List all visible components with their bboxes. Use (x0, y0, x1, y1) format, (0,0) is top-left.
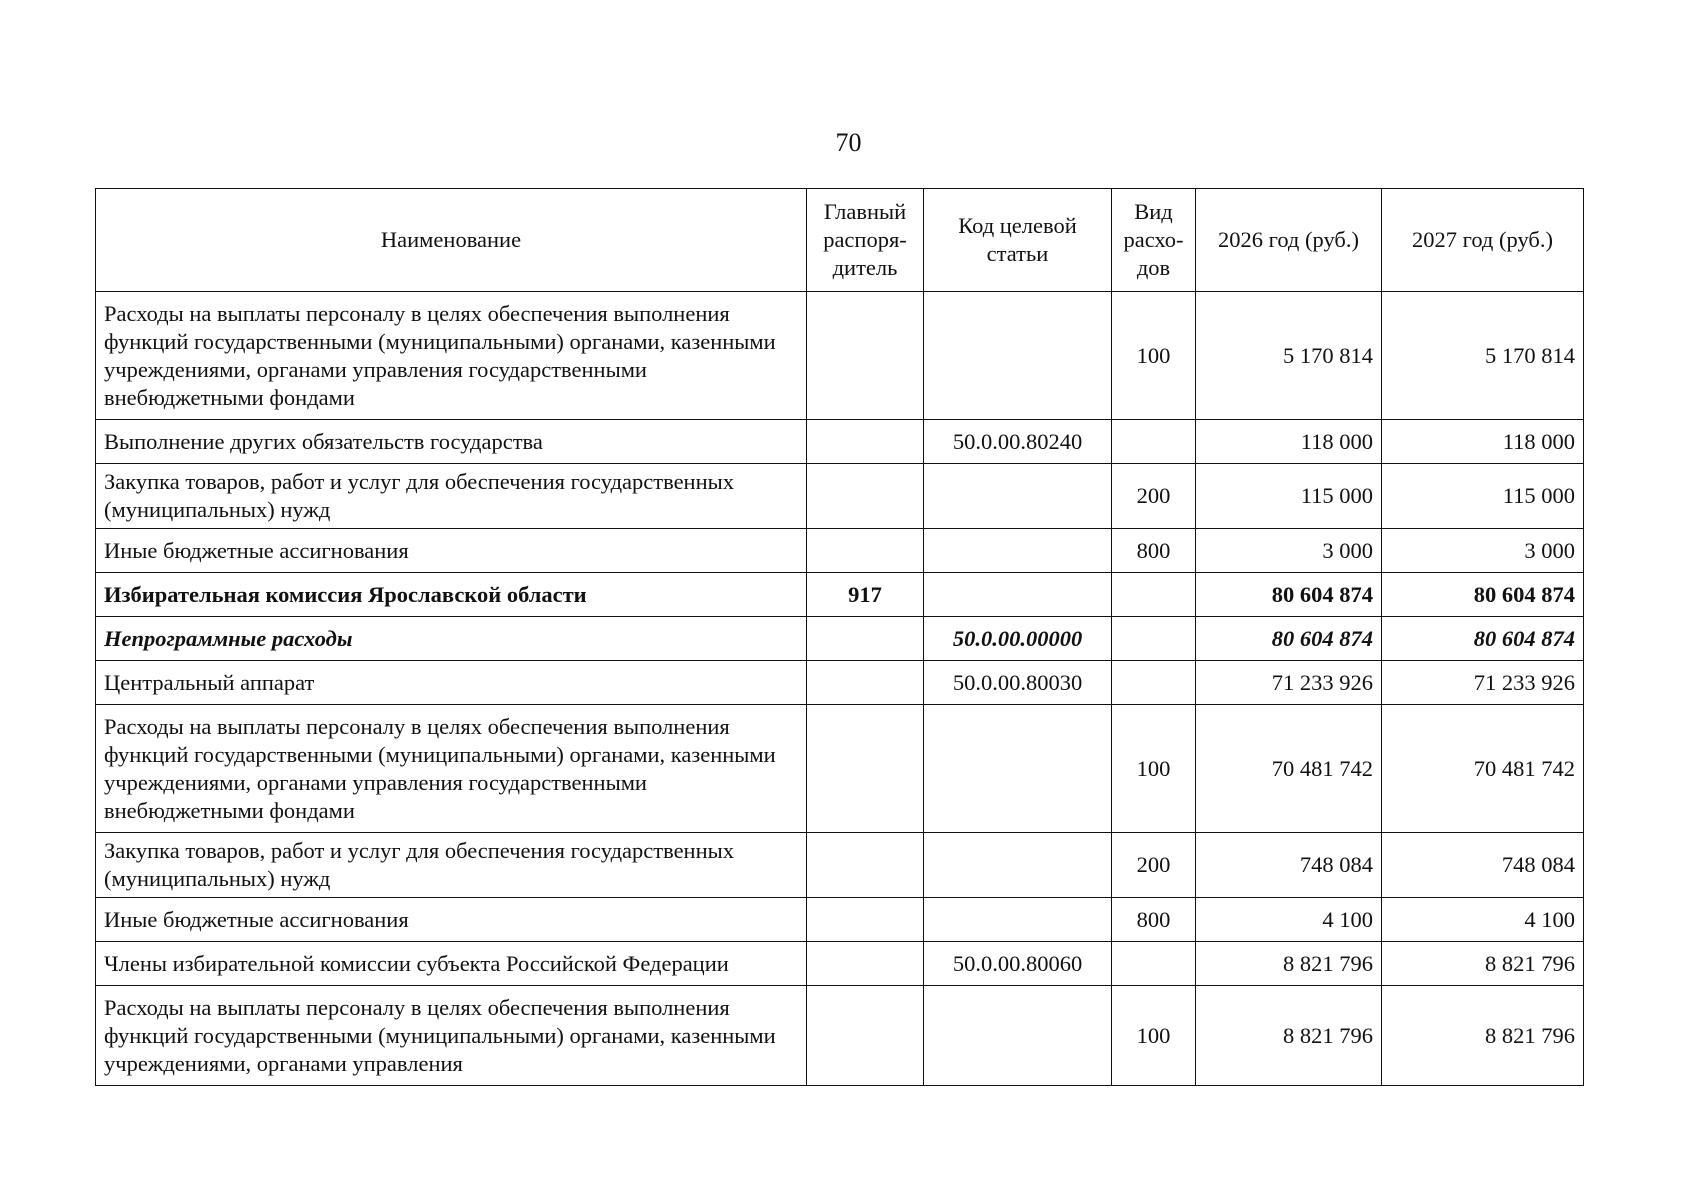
cell-2027: 5 170 814 (1382, 292, 1584, 420)
cell-payer (807, 986, 924, 1086)
table-row (96, 986, 1584, 1086)
cell-2026: 71 233 926 (1196, 661, 1382, 705)
table-row (96, 617, 1584, 661)
cell-type: 800 (1112, 898, 1196, 942)
cell-name: Расходы на выплаты персоналу в целях обеспечения выполнения функций государственными (муниципальными) органами, казенными учреждениями, органами управления государственными внебюджетными фондами (96, 705, 807, 833)
cell-code: 50.0.00.80060 (924, 942, 1112, 986)
cell-2026: 748 084 (1196, 833, 1382, 898)
cell-2026: 8 821 796 (1196, 942, 1382, 986)
cell-payer (807, 898, 924, 942)
cell-2027: 70 481 742 (1382, 705, 1584, 833)
cell-2026: 80 604 874 (1196, 573, 1382, 617)
cell-type: 100 (1112, 292, 1196, 420)
header-2027: 2027 год (руб.) (1382, 189, 1584, 292)
cell-code (924, 986, 1112, 1086)
cell-2026: 3 000 (1196, 529, 1382, 573)
cell-2026: 70 481 742 (1196, 705, 1382, 833)
cell-type: 100 (1112, 705, 1196, 833)
table-header-row (96, 189, 1584, 292)
cell-name: Закупка товаров, работ и услуг для обеспечения государственных (муниципальных) нужд (96, 464, 807, 529)
cell-name: Выполнение других обязательств государства (96, 420, 807, 464)
cell-2027: 80 604 874 (1382, 573, 1584, 617)
table-row (96, 464, 1584, 529)
cell-payer (807, 617, 924, 661)
cell-2027: 80 604 874 (1382, 617, 1584, 661)
cell-type: 800 (1112, 529, 1196, 573)
cell-payer (807, 833, 924, 898)
cell-code (924, 705, 1112, 833)
cell-payer (807, 705, 924, 833)
table-row (96, 573, 1584, 617)
table-row (96, 942, 1584, 986)
cell-payer (807, 661, 924, 705)
cell-type (1112, 942, 1196, 986)
cell-code: 50.0.00.00000 (924, 617, 1112, 661)
cell-type: 100 (1112, 986, 1196, 1086)
cell-name: Члены избирательной комиссии субъекта Российской Федерации (96, 942, 807, 986)
cell-type: 200 (1112, 464, 1196, 529)
header-code: Код целевой статьи (924, 189, 1112, 292)
header-type: Вид расхо-дов (1112, 189, 1196, 292)
cell-2027: 4 100 (1382, 898, 1584, 942)
cell-payer (807, 292, 924, 420)
header-payer: Главный распоря-дитель (807, 189, 924, 292)
table-row (96, 661, 1584, 705)
cell-name: Иные бюджетные ассигнования (96, 529, 807, 573)
page-number: 70 (835, 128, 862, 157)
cell-payer: 917 (807, 573, 924, 617)
cell-2027: 748 084 (1382, 833, 1584, 898)
budget-table (95, 188, 1584, 1086)
cell-2027: 115 000 (1382, 464, 1584, 529)
cell-2026: 4 100 (1196, 898, 1382, 942)
table-row (96, 420, 1584, 464)
table-row (96, 705, 1584, 833)
cell-type (1112, 661, 1196, 705)
cell-code (924, 898, 1112, 942)
cell-2027: 71 233 926 (1382, 661, 1584, 705)
cell-name: Расходы на выплаты персоналу в целях обеспечения выполнения функций государственными (муниципальными) органами, казенными учреждениями, органами управления государственными внебюджетными фондами (96, 292, 807, 420)
cell-name: Иные бюджетные ассигнования (96, 898, 807, 942)
cell-2027: 8 821 796 (1382, 942, 1584, 986)
cell-code: 50.0.00.80240 (924, 420, 1112, 464)
cell-payer (807, 464, 924, 529)
table-row (96, 898, 1584, 942)
cell-type: 200 (1112, 833, 1196, 898)
cell-2027: 3 000 (1382, 529, 1584, 573)
header-2026: 2026 год (руб.) (1196, 189, 1382, 292)
cell-code: 50.0.00.80030 (924, 661, 1112, 705)
cell-name: Избирательная комиссия Ярославской области (96, 573, 807, 617)
cell-name: Закупка товаров, работ и услуг для обеспечения государственных (муниципальных) нужд (96, 833, 807, 898)
cell-2026: 8 821 796 (1196, 986, 1382, 1086)
cell-2026: 80 604 874 (1196, 617, 1382, 661)
header-name: Наименование (96, 189, 807, 292)
cell-payer (807, 420, 924, 464)
cell-name: Центральный аппарат (96, 661, 807, 705)
cell-type (1112, 617, 1196, 661)
table-row (96, 833, 1584, 898)
cell-type (1112, 573, 1196, 617)
cell-type (1112, 420, 1196, 464)
cell-2026: 115 000 (1196, 464, 1382, 529)
cell-payer (807, 529, 924, 573)
cell-code (924, 464, 1112, 529)
cell-code (924, 292, 1112, 420)
table-row (96, 292, 1584, 420)
cell-name: Непрограммные расходы (96, 617, 807, 661)
cell-2026: 5 170 814 (1196, 292, 1382, 420)
cell-2027: 118 000 (1382, 420, 1584, 464)
cell-2026: 118 000 (1196, 420, 1382, 464)
cell-2027: 8 821 796 (1382, 986, 1584, 1086)
table-row (96, 529, 1584, 573)
cell-code (924, 833, 1112, 898)
cell-code (924, 529, 1112, 573)
cell-payer (807, 942, 924, 986)
cell-name: Расходы на выплаты персоналу в целях обеспечения выполнения функций государственными (муниципальными) органами, казенными учреждениями, органами управления (96, 986, 807, 1086)
cell-code (924, 573, 1112, 617)
